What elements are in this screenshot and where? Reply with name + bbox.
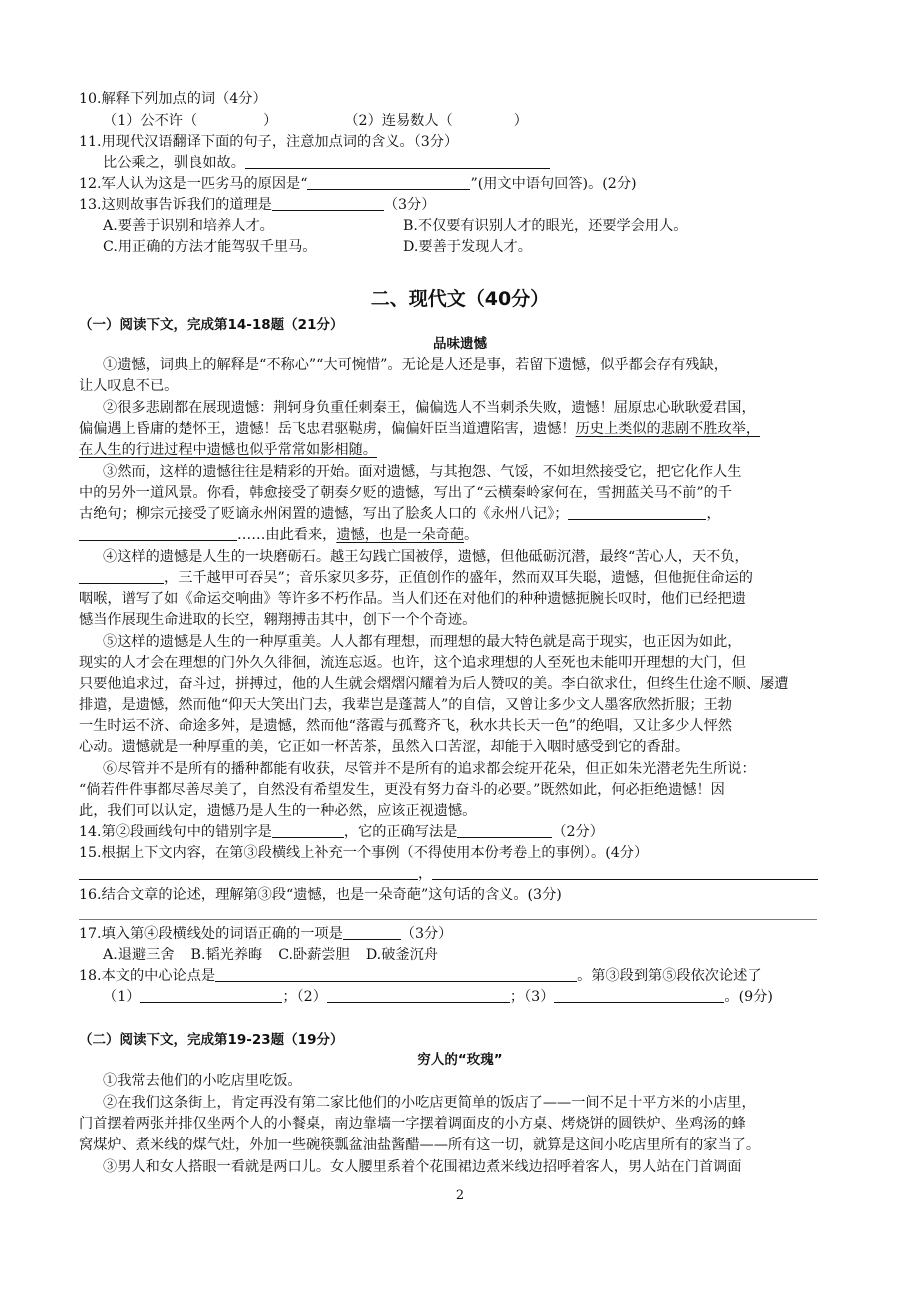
q18-line2: （1） ；（2） ；（3） 。(9分) (103, 989, 773, 1005)
q13-option-b: B.不仅要有识别人才的眼光，还要学会用人。 (403, 218, 688, 234)
q17-stem: 17.填入第④段横线处的词语正确的一项是 （3分） (79, 926, 453, 942)
q17-options: A.退避三舍 B.韬光养晦 C.卧薪尝胆 D.破釜沉舟 (103, 947, 438, 963)
q13-stem: 13.这则故事告诉我们的道理是 （3分） (79, 197, 436, 213)
p5-line1: ⑤这样的遗憾是人生的一种厚重美。人人都有理想，而理想的最大特色就是高于现实，也正因为如此， (103, 634, 742, 650)
q15-blank-b[interactable] (432, 864, 818, 880)
p6-line1: ⑥尽管并不是所有的播种都能有收获，尽管并不是所有的追求都会绽开花朵，但正如朱光潜老先生所说： (103, 761, 756, 777)
p4-line2: ，三千越甲可吞吴”；音乐家贝多芬，正值创作的盛年，然而双耳失聪，遗憾，但他扼住命运的 (79, 567, 753, 589)
q12: 12.军人认为这是一匹劣马的原因是“ ”(用文中语句回答)。(2分) (79, 176, 637, 192)
q18-blank-3[interactable] (554, 987, 724, 1003)
p1-line2: 让人叹息不已。 (79, 378, 179, 394)
p2-line2: 偏偏遇上昏庸的楚怀王，遗憾！岳飞忠君驱鞑虏，偏偏奸臣当道遭陷害，遗憾！历史上类似的悲剧不胜玫举， (79, 421, 761, 437)
p3-line1: ③然而，这样的遗憾往往是精彩的开始。面对遗憾，与其抱怨、气馁，不如坦然接受它，把它化作人生 (103, 464, 742, 480)
q17-answer-blank[interactable] (343, 924, 401, 940)
part2-p2-line1: ②在我们这条街上，肯定再没有第二家比他们的小吃店更简单的饭店了——一间不足十平方米的小店里， (103, 1095, 756, 1111)
section-heading: 二、现代文（40分） (370, 288, 550, 310)
part2-p1: ①我常去他们的小吃店里吃饭。 (103, 1073, 302, 1089)
q10-stem: 10.解释下列加点的词（4分） (79, 91, 267, 107)
part2-title: 穷人的“玫瑰” (417, 1052, 503, 1068)
part2-p2-line3: 窝煤炉、煮米线的煤气灶，外加一些碗筷瓢盆油盐酱醋——所有这一切，就算是这间小吃店里所有的家当了。 (79, 1137, 761, 1153)
p2-underlined-sentence: 历史上类似的悲剧不胜玫举， (575, 421, 761, 437)
part2-p3-line1: ③男人和女人搭眼一看就是两口儿。女人腰里系着个花围裙边煮米线边招呼着客人，男人站在门首调面 (103, 1159, 742, 1175)
page-number: 2 (455, 1188, 465, 1203)
p2-line1: ②很多悲剧都在展现遗憾：荆轲身负重任刺秦王，偏偏选人不当刺杀失败，遗憾！屈原忠心耿耿爱君国， (103, 400, 756, 416)
p4-line4: 憾当作展现生命进取的长空，翱翔搏击其中，创下一个个奇迹。 (79, 612, 477, 628)
q15-stem: 15.根据上下文内容，在第③段横线上补充一个事例（不得使用本份考卷上的事例）。(4分） (79, 845, 649, 861)
q13-option-a: A.要善于识别和培养人才。 (103, 218, 274, 234)
q18-central-argument-blank[interactable] (215, 966, 577, 982)
p5-line3: 只要他追求过，奋斗过，拼搏过，他的人生就会熠熠闪耀着为后人赞叹的美。李白欲求仕，但终生仕途不顺、屡遭 (79, 676, 789, 692)
p1-line1: ①遗憾，词典上的解释是“不称心”“大可惋惜”。无论是人还是事，若留下遗憾，似乎都会存有残缺， (103, 357, 728, 373)
q14-blank-correct-char[interactable] (457, 822, 552, 838)
q12-answer-blank[interactable] (307, 174, 470, 190)
q14: 14.第②段画线句中的错别字是 ，它的正确写法是 （2分） (79, 824, 604, 840)
p3-example-blank-b[interactable] (79, 525, 237, 541)
p6-line3: 此，我们可以认定，遗憾乃是人生的一种必然，应该正视遗憾。 (79, 803, 477, 819)
p3-line4: ……由此看来，遗憾，也是一朵奇葩。 (79, 524, 478, 546)
part1-label: （一）阅读下文，完成第14-18题（21分） (79, 317, 344, 333)
part2-p2-line2: 门首摆着两张并排仅坐两个人的小餐桌，南边靠墙一字摆着调面皮的小方桌、烤烧饼的圆铁炉、坐鸡汤的蜂 (79, 1116, 746, 1132)
p4-line3: 咽喉，谱写了如《命运交响曲》等许多不朽作品。当人们还在对他们的种种遗憾扼腕长叹时，他们已经把遗 (79, 591, 746, 607)
q13-answer-blank[interactable] (272, 195, 384, 211)
q13-option-c: C.用正确的方法才能驾驭千里马。 (103, 239, 317, 255)
p4-line1: ④这样的遗憾是人生的一块磨砺石。越王勾践亡国被俘，遗憾，但他砥砺沉潜，最终“苦心人，天不负， (103, 549, 749, 565)
p3-line2: 中的另外一道风景。你看，韩愈接受了朝奏夕贬的遗憾，写出了“云横秦岭家何在，雪拥蓝关马不前”的千 (79, 485, 732, 501)
p3-line3: 古绝句；柳宗元接受了贬谪永州闲置的遗憾，写出了脍炙人口的《永州八记》； ， (79, 506, 721, 522)
p6-line2: “倘若件件事都尽善尽美了，自然没有希望发生，更没有努力奋斗的必要。”既然如此，何必拒绝遗憾！因 (79, 782, 725, 798)
q16-stem: 16.结合文章的论述，理解第③段“遗憾，也是一朵奇葩”这句话的含义。(3分) (79, 887, 562, 903)
q18-blank-1[interactable] (140, 987, 282, 1003)
q10-items: （1）公不许（ ） （2）连易数人（ ） (103, 113, 528, 129)
q11-stem: 11.用现代汉语翻译下面的句子，注意加点词的含义。（3分） (79, 134, 459, 150)
q11-sentence: 比公乘之，驯良如故。 (103, 152, 550, 174)
q14-blank-wrong-char[interactable] (272, 822, 344, 838)
part1-title: 品味遗憾 (433, 336, 487, 352)
p5-line4: 排遣，是遗憾，然而他“仰天大笑出门去，我辈岂是蓬蒿人”的自信，又曾让多少文人墨客欣然折服；王勃 (79, 697, 732, 713)
p5-line6: 心动。遗憾就是一种厚重的美，它正如一杯苦茶，虽然入口苦涩，却能于入咽时感受到它的香甜。 (79, 739, 690, 755)
p3-underlined-phrase: 遗憾，也是一朵奇葩 (336, 527, 465, 543)
q18-blank-2[interactable] (327, 987, 510, 1003)
q13-option-d: D.要善于发现人才。 (403, 239, 532, 255)
p2-line3: 在人生的行进过程中遗憾也似乎常常如影相随。 (79, 442, 377, 458)
q15-answer-line: ， (79, 863, 818, 885)
p5-line2: 现实的人才会在理想的门外久久徘徊，流连忘返。也许，这个追求理想的人至死也未能叩开理想的大门，但 (79, 655, 746, 671)
part2-label: （二）阅读下文，完成第19-23题（19分） (79, 1032, 344, 1048)
q11-answer-blank[interactable] (245, 153, 550, 169)
p3-example-blank-a[interactable] (568, 504, 706, 520)
q18-stem: 18.本文的中心论点是 。第③段到第⑤段依次论述了 (79, 968, 762, 984)
q16-answer-line[interactable] (79, 919, 817, 920)
q15-blank-a[interactable] (79, 864, 418, 880)
p4-idiom-blank[interactable] (79, 568, 164, 584)
p5-line5: 一生时运不济、命途多舛，是遗憾，然而他“落霞与孤鹜齐飞，秋水共长天一色”的绝唱，又让多少人怦然 (79, 718, 732, 734)
